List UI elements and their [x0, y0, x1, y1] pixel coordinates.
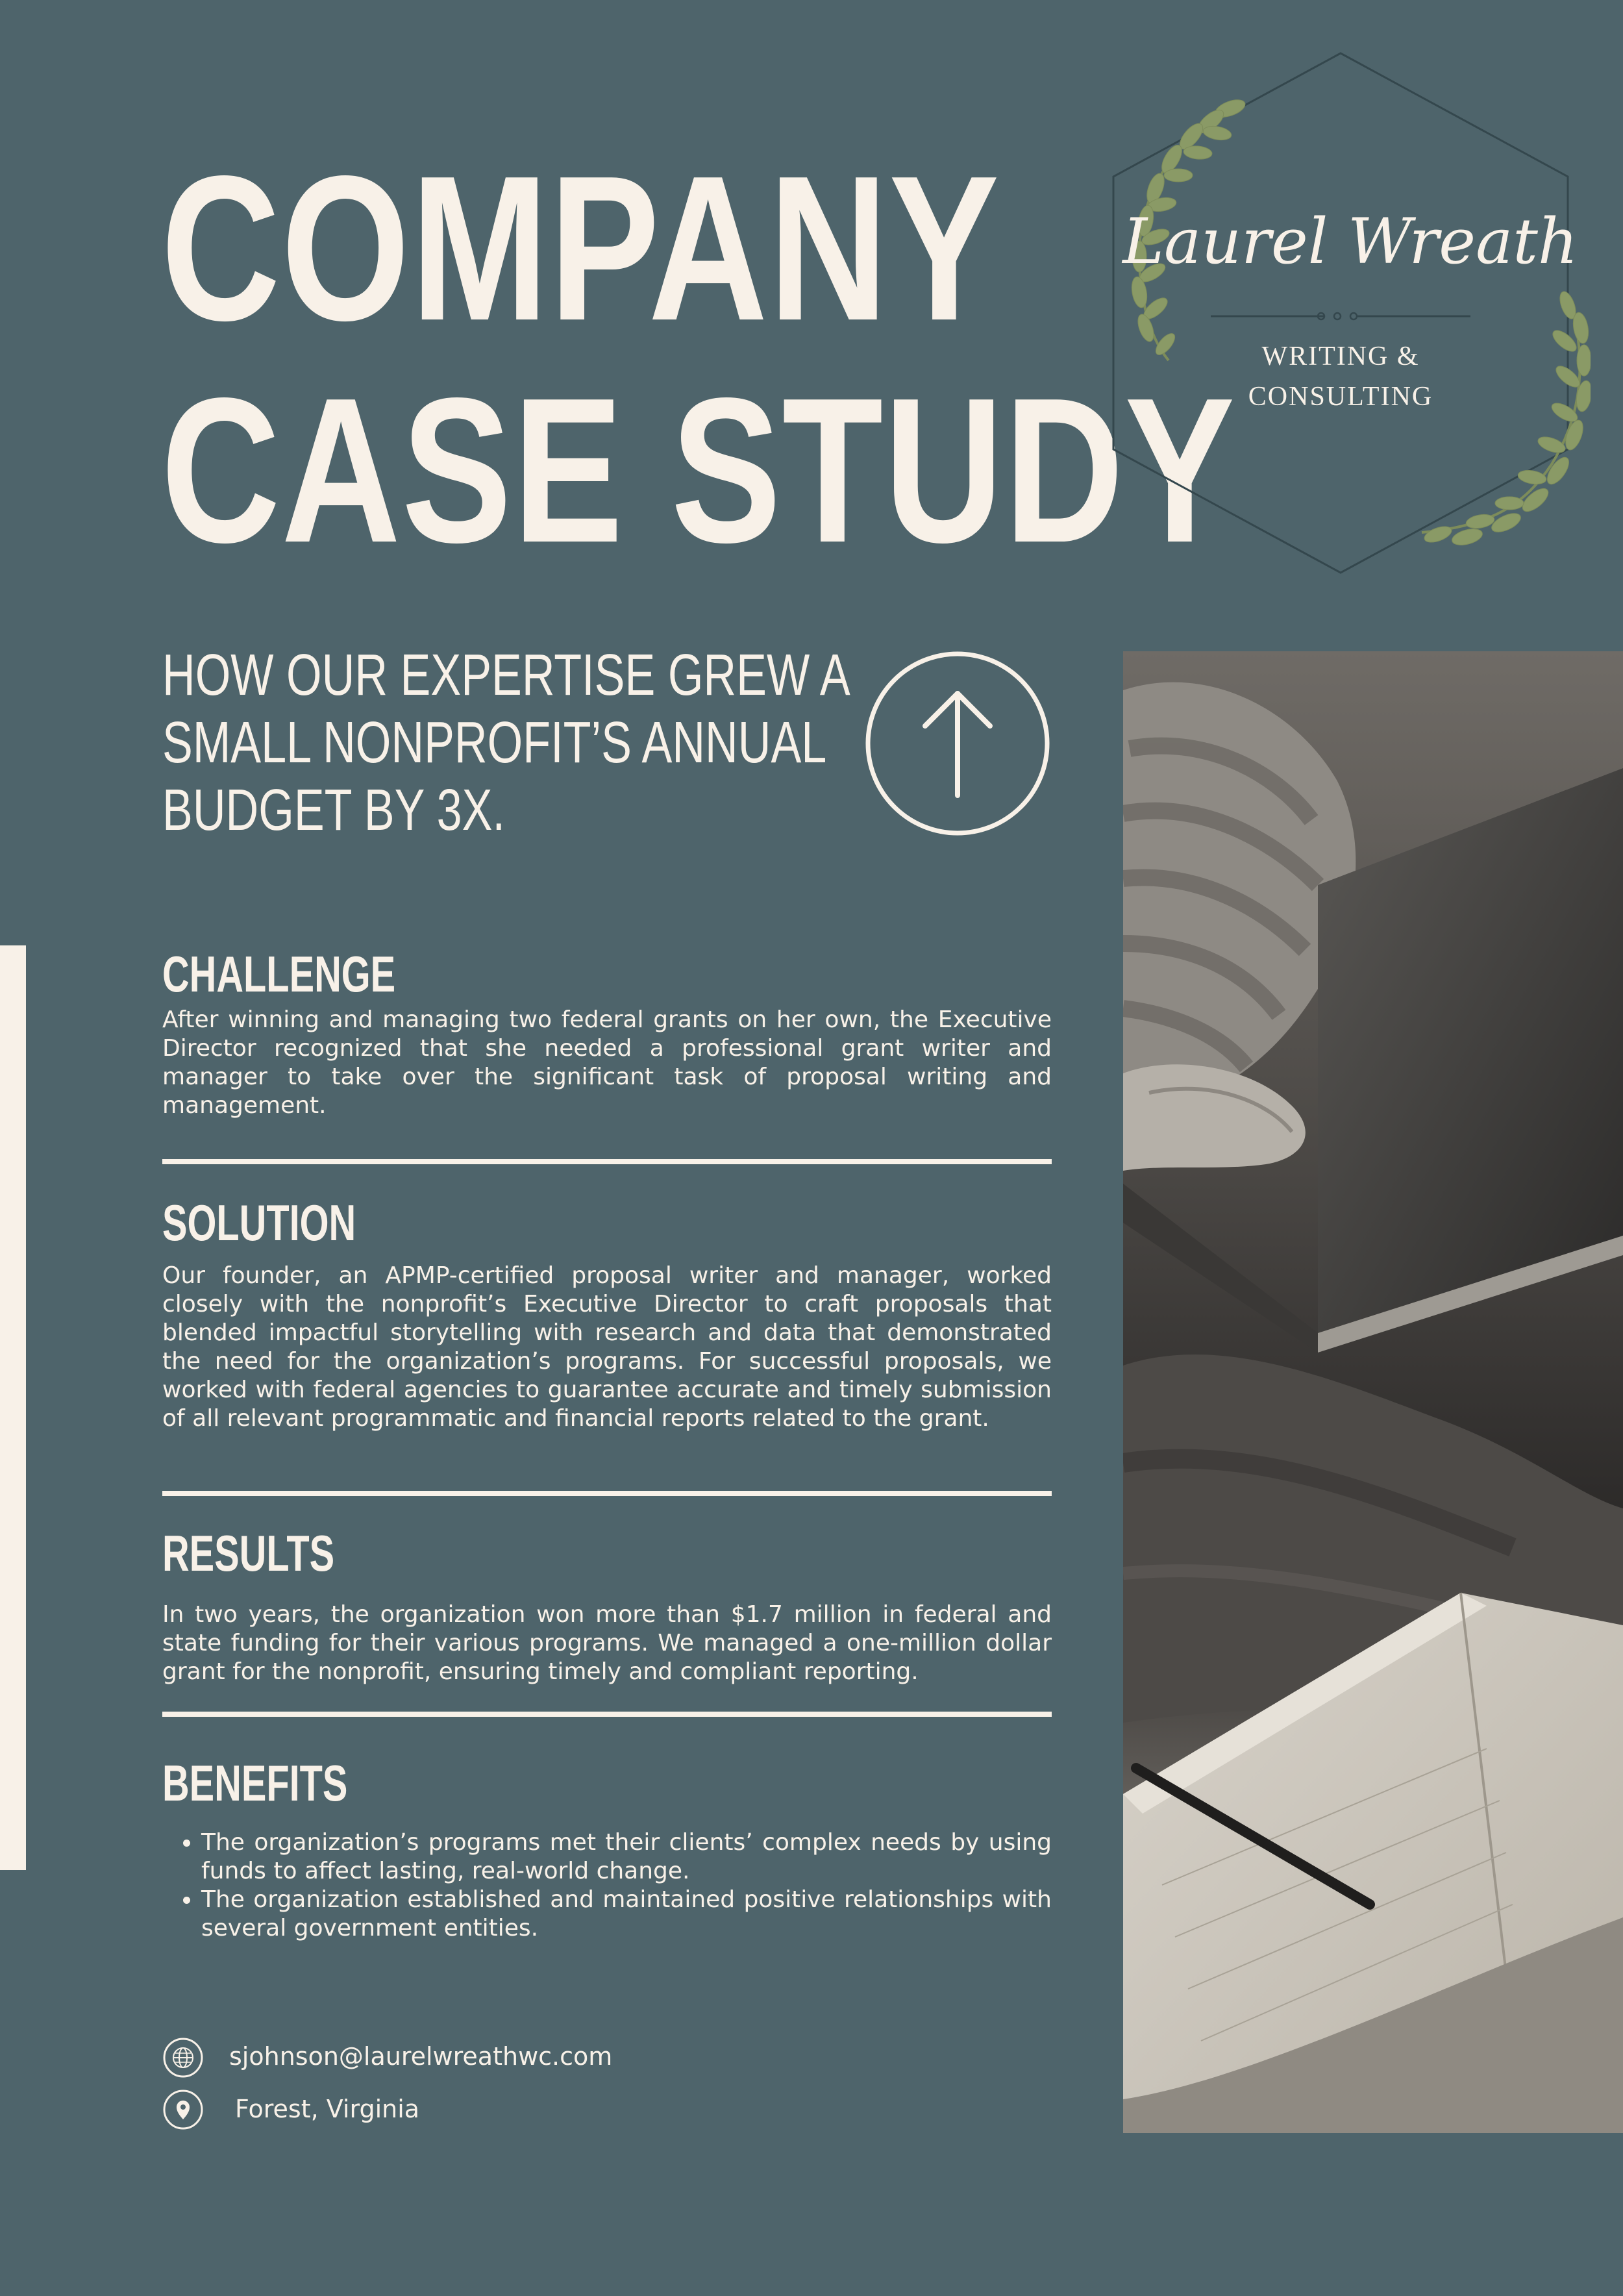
title-line-1: COMPANY — [161, 133, 1000, 364]
solution-heading: SOLUTION — [162, 1194, 356, 1251]
subtitle-line-3: BUDGET BY 3X. — [162, 778, 506, 843]
subtitle-line-1: HOW OUR EXPERTISE GREW A — [162, 643, 850, 708]
results-heading: RESULTS — [162, 1525, 335, 1582]
arrow-up-icon — [863, 649, 1052, 838]
subtitle — [162, 642, 850, 844]
solution-text: Our founder, an APMP-certified proposal writer and manager, worked closely with the nonprofit’s Executive Director to craft proposals that blended impactful storytelling with research and data that demonstrated the need for the organization’s programs. For successful proposals, we worked with federal agencies to guarantee accurate and timely submission of all relevant programmatic and financial reports related to the grant. — [162, 1262, 1052, 1432]
subtitle-line-2: SMALL NONPROFIT’S ANNUAL — [162, 710, 827, 775]
title-line-2: CASE STUDY — [161, 355, 1236, 586]
list-item: • The organization’s programs met their clients’ complex needs by using funds to affect lasting, real-world change. — [201, 1828, 1052, 1886]
logo-line-2: CONSULTING — [1248, 382, 1433, 412]
laptop-notebook-photo — [1123, 651, 1623, 2133]
page-title — [161, 133, 1236, 586]
challenge-text: After winning and managing two federal grants on her own, the Executive Director recognized that she needed a professional grant writer and manager to take over the significant task of proposal writing and management. — [162, 1006, 1052, 1119]
globe-icon — [162, 2037, 204, 2078]
benefits-list — [162, 1828, 1052, 1943]
divider — [162, 1712, 1052, 1717]
divider — [162, 1159, 1052, 1164]
laurel-right-icon — [1422, 290, 1591, 548]
contact-location: Forest, Virginia — [235, 2095, 420, 2123]
location-pin-icon — [162, 2089, 204, 2130]
divider — [162, 1491, 1052, 1496]
benefits-heading: BENEFITS — [162, 1754, 348, 1812]
contact-email[interactable]: sjohnson@laurelwreathwc.com — [229, 2042, 613, 2071]
list-item: • The organization established and maintained positive relationships with several government entities. — [201, 1886, 1052, 1943]
logo-line-1: WRITING & — [1261, 342, 1420, 371]
challenge-heading: CHALLENGE — [162, 945, 396, 1003]
results-text: In two years, the organization won more than $1.7 million in federal and state funding for their various programs. We managed a one-million dollar grant for the nonprofit, ensuring timely and compliant reporting. — [162, 1601, 1052, 1685]
logo-script-name: Laurel Wreath — [1122, 205, 1578, 278]
laurel-wreath-logo — [1084, 49, 1591, 581]
left-accent-bar — [0, 945, 26, 1870]
